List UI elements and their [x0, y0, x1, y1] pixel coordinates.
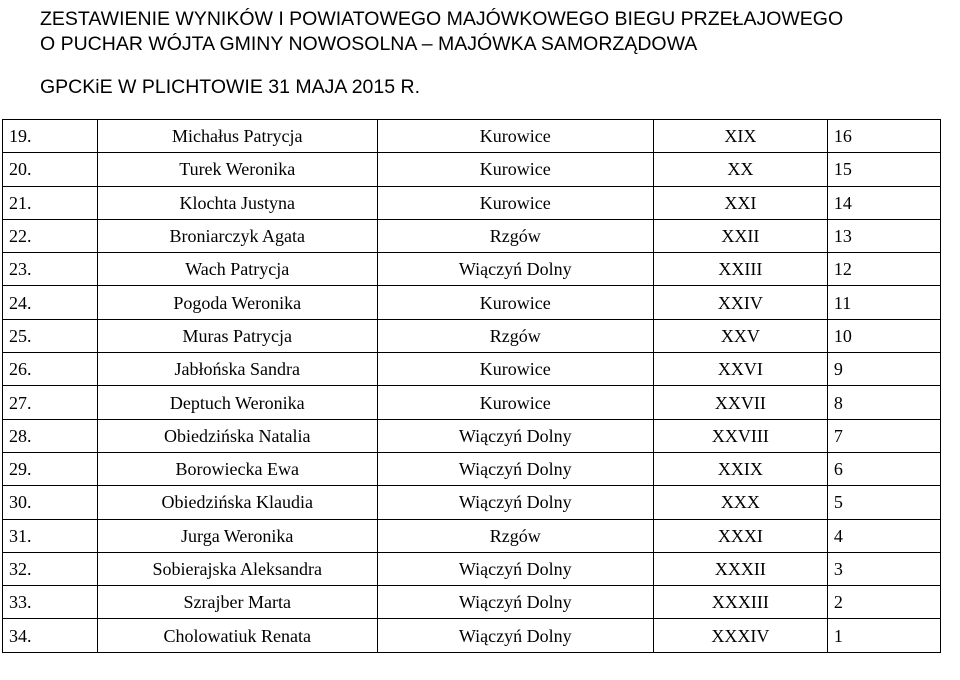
table-row — [3, 120, 941, 153]
table-row — [3, 219, 941, 252]
table-row — [3, 452, 941, 485]
roman-place-cell: XXVI — [653, 353, 827, 386]
roman-place-cell: XXXIII — [653, 586, 827, 619]
town-cell: Kurowice — [377, 120, 653, 153]
table-row — [3, 586, 941, 619]
roman-place-cell: XIX — [653, 120, 827, 153]
runner-name-cell: Borowiecka Ewa — [97, 452, 377, 485]
place-cell: 25. — [3, 319, 98, 352]
roman-place-cell: XXVII — [653, 386, 827, 419]
runner-name-cell: Szrajber Marta — [97, 586, 377, 619]
town-cell: Kurowice — [377, 386, 653, 419]
points-cell: 13 — [827, 219, 940, 252]
runner-name-cell: Pogoda Weronika — [97, 286, 377, 319]
points-cell: 12 — [827, 253, 940, 286]
place-cell: 32. — [3, 552, 98, 585]
place-cell: 30. — [3, 486, 98, 519]
runner-name-cell: Broniarczyk Agata — [97, 219, 377, 252]
runner-name-cell: Obiedzińska Natalia — [97, 419, 377, 452]
runner-name-cell: Jabłońska Sandra — [97, 353, 377, 386]
roman-place-cell: XXII — [653, 219, 827, 252]
roman-place-cell: XX — [653, 153, 827, 186]
runner-name-cell: Deptuch Weronika — [97, 386, 377, 419]
table-row — [3, 286, 941, 319]
roman-place-cell: XXIX — [653, 452, 827, 485]
roman-place-cell: XXX — [653, 486, 827, 519]
points-cell: 15 — [827, 153, 940, 186]
town-cell: Kurowice — [377, 286, 653, 319]
points-cell: 5 — [827, 486, 940, 519]
points-cell: 2 — [827, 586, 940, 619]
title-line-1: ZESTAWIENIE WYNIKÓW I POWIATOWEGO MAJÓWKOWEGO BIEGU PRZEŁAJOWEGO — [40, 8, 844, 30]
table-row — [3, 552, 941, 585]
town-cell: Rzgów — [377, 219, 653, 252]
runner-name-cell: Muras Patrycja — [97, 319, 377, 352]
roman-place-cell: XXIII — [653, 253, 827, 286]
points-cell: 6 — [827, 452, 940, 485]
runner-name-cell: Obiedzińska Klaudia — [97, 486, 377, 519]
place-cell: 21. — [3, 186, 98, 219]
place-cell: 29. — [3, 452, 98, 485]
runner-name-cell: Turek Weronika — [97, 153, 377, 186]
town-cell: Wiączyń Dolny — [377, 552, 653, 585]
table-row — [3, 253, 941, 286]
place-cell: 19. — [3, 120, 98, 153]
points-cell: 4 — [827, 519, 940, 552]
table-row — [3, 353, 941, 386]
points-cell: 7 — [827, 419, 940, 452]
table-row — [3, 186, 941, 219]
table-row — [3, 519, 941, 552]
points-cell: 3 — [827, 552, 940, 585]
roman-place-cell: XXXI — [653, 519, 827, 552]
points-cell: 11 — [827, 286, 940, 319]
town-cell: Rzgów — [377, 519, 653, 552]
roman-place-cell: XXI — [653, 186, 827, 219]
place-cell: 24. — [3, 286, 98, 319]
table-row — [3, 619, 941, 652]
runner-name-cell: Klochta Justyna — [97, 186, 377, 219]
place-cell: 34. — [3, 619, 98, 652]
table-row — [3, 419, 941, 452]
town-cell: Kurowice — [377, 353, 653, 386]
event-location-date: GPCKiE W PLICHTOWIE 31 MAJA 2015 R. — [40, 76, 421, 98]
points-cell: 16 — [827, 120, 940, 153]
town-cell: Wiączyń Dolny — [377, 619, 653, 652]
runner-name-cell: Sobierajska Aleksandra — [97, 552, 377, 585]
town-cell: Kurowice — [377, 186, 653, 219]
points-cell: 9 — [827, 353, 940, 386]
table-row — [3, 386, 941, 419]
table-row — [3, 319, 941, 352]
results-table-body — [3, 120, 941, 653]
town-cell: Kurowice — [377, 153, 653, 186]
roman-place-cell: XXIV — [653, 286, 827, 319]
runner-name-cell: Jurga Weronika — [97, 519, 377, 552]
place-cell: 31. — [3, 519, 98, 552]
points-cell: 14 — [827, 186, 940, 219]
title-line-2: O PUCHAR WÓJTA GMINY NOWOSOLNA – MAJÓWKA SAMORZĄDOWA — [40, 33, 698, 55]
town-cell: Wiączyń Dolny — [377, 586, 653, 619]
table-row — [3, 153, 941, 186]
place-cell: 20. — [3, 153, 98, 186]
place-cell: 22. — [3, 219, 98, 252]
town-cell: Wiączyń Dolny — [377, 419, 653, 452]
roman-place-cell: XXXIV — [653, 619, 827, 652]
town-cell: Wiączyń Dolny — [377, 486, 653, 519]
town-cell: Wiączyń Dolny — [377, 253, 653, 286]
place-cell: 26. — [3, 353, 98, 386]
place-cell: 27. — [3, 386, 98, 419]
place-cell: 33. — [3, 586, 98, 619]
runner-name-cell: Cholowatiuk Renata — [97, 619, 377, 652]
place-cell: 28. — [3, 419, 98, 452]
points-cell: 1 — [827, 619, 940, 652]
town-cell: Rzgów — [377, 319, 653, 352]
points-cell: 8 — [827, 386, 940, 419]
table-row — [3, 486, 941, 519]
points-cell: 10 — [827, 319, 940, 352]
town-cell: Wiączyń Dolny — [377, 452, 653, 485]
place-cell: 23. — [3, 253, 98, 286]
roman-place-cell: XXV — [653, 319, 827, 352]
roman-place-cell: XXXII — [653, 552, 827, 585]
runner-name-cell: Wach Patrycja — [97, 253, 377, 286]
results-table — [2, 119, 941, 653]
runner-name-cell: Michałus Patrycja — [97, 120, 377, 153]
roman-place-cell: XXVIII — [653, 419, 827, 452]
